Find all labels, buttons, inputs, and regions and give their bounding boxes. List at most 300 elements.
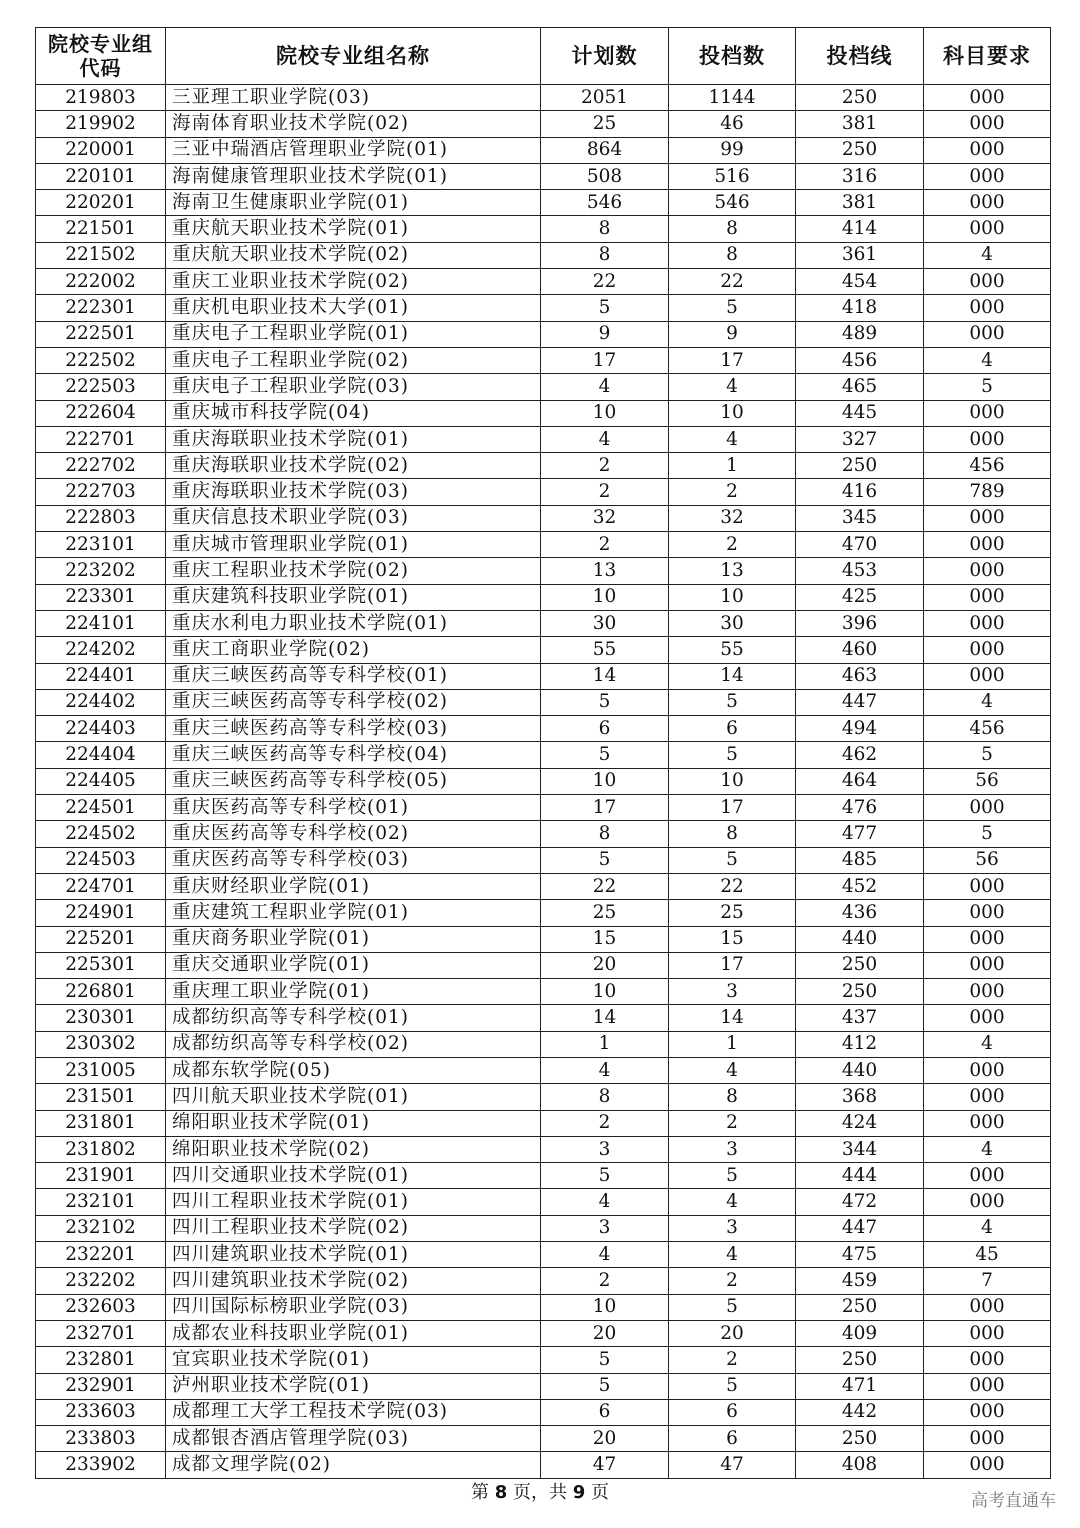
- table-row: [36, 137, 1051, 163]
- cell-admitted-count: 1: [669, 1031, 796, 1057]
- cell-plan-count: 10: [541, 979, 669, 1005]
- cell-group-code: 225301: [36, 952, 166, 978]
- cell-plan-count: 5: [541, 295, 669, 321]
- cell-group-code: 224101: [36, 610, 166, 636]
- table-row: [36, 847, 1051, 873]
- table-row: [36, 900, 1051, 926]
- table-row: [36, 374, 1051, 400]
- cell-plan-count: 2: [541, 479, 669, 505]
- cell-subject-requirement: 000: [924, 979, 1051, 1005]
- cell-group-name: 成都纺织高等专科学校(01): [166, 1005, 541, 1031]
- cell-group-name: 成都农业科技职业学院(01): [166, 1320, 541, 1346]
- cell-subject-requirement: 45: [924, 1242, 1051, 1268]
- cell-group-name: 重庆信息技术职业学院(03): [166, 505, 541, 531]
- cell-group-name: 重庆三峡医药高等专科学校(04): [166, 742, 541, 768]
- cell-group-name: 三亚中瑞酒店管理职业学院(01): [166, 137, 541, 163]
- table-row: [36, 479, 1051, 505]
- cell-cutoff-score: 316: [796, 163, 924, 189]
- cell-group-code: 225201: [36, 926, 166, 952]
- cell-cutoff-score: 459: [796, 1268, 924, 1294]
- table-row: [36, 295, 1051, 321]
- table-row: [36, 1084, 1051, 1110]
- header-group-name: 院校专业组名称: [166, 28, 541, 85]
- cell-subject-requirement: 000: [924, 1163, 1051, 1189]
- cell-plan-count: 20: [541, 1320, 669, 1346]
- cell-cutoff-score: 412: [796, 1031, 924, 1057]
- cell-subject-requirement: 000: [924, 952, 1051, 978]
- cell-admitted-count: 5: [669, 295, 796, 321]
- cell-subject-requirement: 000: [924, 1426, 1051, 1452]
- header-subject-requirement: 科目要求: [924, 28, 1051, 85]
- cell-group-code: 223301: [36, 584, 166, 610]
- cell-admitted-count: 4: [669, 1242, 796, 1268]
- cell-plan-count: 10: [541, 768, 669, 794]
- cell-subject-requirement: 000: [924, 900, 1051, 926]
- admission-table: [35, 27, 1051, 1479]
- header-group-code: 院校专业组代码: [36, 28, 166, 85]
- cell-cutoff-score: 472: [796, 1189, 924, 1215]
- cell-subject-requirement: 000: [924, 295, 1051, 321]
- cell-cutoff-score: 327: [796, 426, 924, 452]
- cell-group-name: 重庆三峡医药高等专科学校(03): [166, 716, 541, 742]
- cell-group-code: 232603: [36, 1294, 166, 1320]
- cell-admitted-count: 20: [669, 1320, 796, 1346]
- cell-group-name: 重庆电子工程职业学院(01): [166, 321, 541, 347]
- cell-group-code: 224901: [36, 900, 166, 926]
- cell-group-code: 224503: [36, 847, 166, 873]
- cell-plan-count: 17: [541, 347, 669, 373]
- cell-group-name: 重庆医药高等专科学校(02): [166, 821, 541, 847]
- cell-group-name: 重庆建筑科技职业学院(01): [166, 584, 541, 610]
- cell-admitted-count: 10: [669, 768, 796, 794]
- table-row: [36, 979, 1051, 1005]
- cell-admitted-count: 8: [669, 216, 796, 242]
- cell-plan-count: 8: [541, 242, 669, 268]
- cell-subject-requirement: 000: [924, 873, 1051, 899]
- cell-group-name: 重庆工商职业学院(02): [166, 637, 541, 663]
- cell-admitted-count: 6: [669, 716, 796, 742]
- cell-plan-count: 4: [541, 374, 669, 400]
- cell-subject-requirement: 000: [924, 926, 1051, 952]
- cell-group-code: 232901: [36, 1373, 166, 1399]
- cell-cutoff-score: 444: [796, 1163, 924, 1189]
- cell-plan-count: 5: [541, 847, 669, 873]
- cell-admitted-count: 2: [669, 1110, 796, 1136]
- cell-group-code: 222702: [36, 453, 166, 479]
- cell-group-name: 四川交通职业技术学院(01): [166, 1163, 541, 1189]
- cell-cutoff-score: 381: [796, 111, 924, 137]
- cell-cutoff-score: 465: [796, 374, 924, 400]
- cell-group-code: 232101: [36, 1189, 166, 1215]
- footer-middle: 页，共: [513, 1482, 567, 1503]
- cell-plan-count: 1: [541, 1031, 669, 1057]
- cell-group-code: 222501: [36, 321, 166, 347]
- cell-cutoff-score: 489: [796, 321, 924, 347]
- table-row: [36, 1399, 1051, 1425]
- cell-group-code: 222703: [36, 479, 166, 505]
- cell-cutoff-score: 485: [796, 847, 924, 873]
- table-row: [36, 952, 1051, 978]
- cell-subject-requirement: 456: [924, 716, 1051, 742]
- table-row: [36, 1373, 1051, 1399]
- cell-group-name: 成都银杏酒店管理学院(03): [166, 1426, 541, 1452]
- cell-plan-count: 22: [541, 873, 669, 899]
- cell-cutoff-score: 460: [796, 637, 924, 663]
- cell-group-name: 重庆三峡医药高等专科学校(05): [166, 768, 541, 794]
- cell-group-name: 重庆医药高等专科学校(03): [166, 847, 541, 873]
- cell-group-name: 重庆城市管理职业学院(01): [166, 532, 541, 558]
- table-row: [36, 795, 1051, 821]
- admission-table-sheet: [35, 27, 1050, 1479]
- cell-group-code: 222701: [36, 426, 166, 452]
- cell-group-code: 233902: [36, 1452, 166, 1478]
- cell-admitted-count: 516: [669, 163, 796, 189]
- table-row: [36, 85, 1051, 111]
- cell-cutoff-score: 250: [796, 1426, 924, 1452]
- cell-admitted-count: 1144: [669, 85, 796, 111]
- table-row: [36, 1452, 1051, 1478]
- cell-admitted-count: 5: [669, 1163, 796, 1189]
- cell-cutoff-score: 414: [796, 216, 924, 242]
- cell-cutoff-score: 447: [796, 689, 924, 715]
- table-row: [36, 163, 1051, 189]
- cell-group-code: 231501: [36, 1084, 166, 1110]
- cell-cutoff-score: 476: [796, 795, 924, 821]
- cell-group-code: 222604: [36, 400, 166, 426]
- cell-plan-count: 32: [541, 505, 669, 531]
- cell-group-name: 重庆水利电力职业技术学院(01): [166, 610, 541, 636]
- cell-group-name: 宜宾职业技术学院(01): [166, 1347, 541, 1373]
- cell-cutoff-score: 250: [796, 137, 924, 163]
- table-row: [36, 1294, 1051, 1320]
- cell-subject-requirement: 000: [924, 795, 1051, 821]
- cell-cutoff-score: 440: [796, 1057, 924, 1083]
- cell-admitted-count: 3: [669, 1215, 796, 1241]
- cell-group-code: 220001: [36, 137, 166, 163]
- cell-admitted-count: 5: [669, 1373, 796, 1399]
- table-row: [36, 321, 1051, 347]
- cell-admitted-count: 55: [669, 637, 796, 663]
- cell-admitted-count: 3: [669, 979, 796, 1005]
- cell-admitted-count: 4: [669, 374, 796, 400]
- cell-subject-requirement: 56: [924, 768, 1051, 794]
- table-row: [36, 926, 1051, 952]
- cell-subject-requirement: 000: [924, 610, 1051, 636]
- cell-group-name: 重庆电子工程职业学院(03): [166, 374, 541, 400]
- cell-group-code: 219902: [36, 111, 166, 137]
- cell-admitted-count: 4: [669, 1189, 796, 1215]
- cell-plan-count: 5: [541, 689, 669, 715]
- table-row: [36, 637, 1051, 663]
- table-row: [36, 1215, 1051, 1241]
- table-row: [36, 768, 1051, 794]
- cell-admitted-count: 8: [669, 242, 796, 268]
- table-row: [36, 216, 1051, 242]
- header-admitted-count: 投档数: [669, 28, 796, 85]
- cell-cutoff-score: 408: [796, 1452, 924, 1478]
- cell-subject-requirement: 000: [924, 321, 1051, 347]
- cell-admitted-count: 13: [669, 558, 796, 584]
- cell-cutoff-score: 250: [796, 1294, 924, 1320]
- cell-subject-requirement: 5: [924, 374, 1051, 400]
- cell-group-name: 重庆理工职业学院(01): [166, 979, 541, 1005]
- cell-subject-requirement: 000: [924, 558, 1051, 584]
- cell-cutoff-score: 442: [796, 1399, 924, 1425]
- cell-subject-requirement: 000: [924, 85, 1051, 111]
- cell-group-name: 重庆财经职业学院(01): [166, 873, 541, 899]
- cell-group-name: 四川航天职业技术学院(01): [166, 1084, 541, 1110]
- cell-group-code: 231005: [36, 1057, 166, 1083]
- table-row: [36, 190, 1051, 216]
- cell-group-name: 重庆海联职业技术学院(02): [166, 453, 541, 479]
- cell-plan-count: 22: [541, 269, 669, 295]
- cell-admitted-count: 3: [669, 1136, 796, 1162]
- header-cutoff-score: 投档线: [796, 28, 924, 85]
- cell-subject-requirement: 000: [924, 111, 1051, 137]
- cell-group-code: 224403: [36, 716, 166, 742]
- cell-cutoff-score: 494: [796, 716, 924, 742]
- cell-plan-count: 4: [541, 1189, 669, 1215]
- cell-admitted-count: 17: [669, 952, 796, 978]
- cell-group-name: 成都纺织高等专科学校(02): [166, 1031, 541, 1057]
- table-row: [36, 1163, 1051, 1189]
- cell-group-code: 232701: [36, 1320, 166, 1346]
- footer-page-total: 9: [572, 1482, 586, 1503]
- cell-plan-count: 2: [541, 532, 669, 558]
- cell-admitted-count: 8: [669, 821, 796, 847]
- cell-admitted-count: 6: [669, 1426, 796, 1452]
- table-row: [36, 873, 1051, 899]
- cell-admitted-count: 5: [669, 847, 796, 873]
- cell-cutoff-score: 361: [796, 242, 924, 268]
- cell-subject-requirement: 4: [924, 1136, 1051, 1162]
- cell-admitted-count: 10: [669, 584, 796, 610]
- table-row: [36, 242, 1051, 268]
- table-row: [36, 663, 1051, 689]
- cell-group-code: 230301: [36, 1005, 166, 1031]
- cell-subject-requirement: 4: [924, 689, 1051, 715]
- cell-plan-count: 10: [541, 584, 669, 610]
- table-row: [36, 1136, 1051, 1162]
- cell-group-name: 海南卫生健康职业学院(01): [166, 190, 541, 216]
- cell-admitted-count: 2: [669, 532, 796, 558]
- cell-group-name: 四川工程职业技术学院(02): [166, 1215, 541, 1241]
- table-row: [36, 742, 1051, 768]
- cell-subject-requirement: 000: [924, 1373, 1051, 1399]
- cell-group-name: 三亚理工职业学院(03): [166, 85, 541, 111]
- cell-plan-count: 4: [541, 426, 669, 452]
- cell-admitted-count: 9: [669, 321, 796, 347]
- cell-admitted-count: 10: [669, 400, 796, 426]
- cell-cutoff-score: 381: [796, 190, 924, 216]
- cell-group-code: 233603: [36, 1399, 166, 1425]
- cell-group-name: 海南体育职业技术学院(02): [166, 111, 541, 137]
- cell-subject-requirement: 4: [924, 347, 1051, 373]
- cell-group-name: 重庆航天职业技术学院(01): [166, 216, 541, 242]
- cell-group-name: 重庆电子工程职业学院(02): [166, 347, 541, 373]
- table-row: [36, 558, 1051, 584]
- cell-plan-count: 5: [541, 742, 669, 768]
- cell-subject-requirement: 56: [924, 847, 1051, 873]
- cell-cutoff-score: 396: [796, 610, 924, 636]
- cell-subject-requirement: 456: [924, 453, 1051, 479]
- cell-plan-count: 6: [541, 716, 669, 742]
- cell-cutoff-score: 416: [796, 479, 924, 505]
- header-plan-count: 计划数: [541, 28, 669, 85]
- cell-cutoff-score: 409: [796, 1320, 924, 1346]
- cell-admitted-count: 32: [669, 505, 796, 531]
- cell-plan-count: 30: [541, 610, 669, 636]
- cell-plan-count: 20: [541, 1426, 669, 1452]
- cell-group-code: 220201: [36, 190, 166, 216]
- cell-group-code: 224402: [36, 689, 166, 715]
- table-row: [36, 689, 1051, 715]
- cell-cutoff-score: 463: [796, 663, 924, 689]
- cell-cutoff-score: 250: [796, 979, 924, 1005]
- table-row: [36, 1189, 1051, 1215]
- cell-group-code: 231801: [36, 1110, 166, 1136]
- cell-admitted-count: 2: [669, 1347, 796, 1373]
- cell-cutoff-score: 447: [796, 1215, 924, 1241]
- cell-plan-count: 25: [541, 111, 669, 137]
- cell-cutoff-score: 368: [796, 1084, 924, 1110]
- cell-cutoff-score: 425: [796, 584, 924, 610]
- cell-group-code: 222803: [36, 505, 166, 531]
- cell-admitted-count: 6: [669, 1399, 796, 1425]
- cell-plan-count: 14: [541, 1005, 669, 1031]
- cell-plan-count: 546: [541, 190, 669, 216]
- cell-subject-requirement: 789: [924, 479, 1051, 505]
- cell-plan-count: 5: [541, 1347, 669, 1373]
- table-row: [36, 269, 1051, 295]
- cell-group-name: 海南健康管理职业技术学院(01): [166, 163, 541, 189]
- cell-subject-requirement: 000: [924, 1110, 1051, 1136]
- cell-plan-count: 25: [541, 900, 669, 926]
- cell-admitted-count: 546: [669, 190, 796, 216]
- table-row: [36, 610, 1051, 636]
- cell-subject-requirement: 000: [924, 1399, 1051, 1425]
- cell-group-code: 222502: [36, 347, 166, 373]
- table-header-row: [36, 28, 1051, 85]
- cell-group-code: 232201: [36, 1242, 166, 1268]
- cell-cutoff-score: 436: [796, 900, 924, 926]
- cell-cutoff-score: 445: [796, 400, 924, 426]
- cell-subject-requirement: 7: [924, 1268, 1051, 1294]
- cell-group-code: 224502: [36, 821, 166, 847]
- cell-admitted-count: 4: [669, 426, 796, 452]
- cell-group-name: 重庆医药高等专科学校(01): [166, 795, 541, 821]
- cell-admitted-count: 30: [669, 610, 796, 636]
- cell-group-name: 四川工程职业技术学院(01): [166, 1189, 541, 1215]
- cell-group-code: 233803: [36, 1426, 166, 1452]
- cell-cutoff-score: 464: [796, 768, 924, 794]
- footer-page-number: 8: [494, 1482, 508, 1503]
- cell-subject-requirement: 000: [924, 1452, 1051, 1478]
- cell-cutoff-score: 344: [796, 1136, 924, 1162]
- cell-group-code: 221501: [36, 216, 166, 242]
- cell-admitted-count: 4: [669, 1057, 796, 1083]
- cell-admitted-count: 17: [669, 347, 796, 373]
- cell-plan-count: 47: [541, 1452, 669, 1478]
- cell-cutoff-score: 250: [796, 952, 924, 978]
- cell-plan-count: 8: [541, 1084, 669, 1110]
- cell-group-code: 222301: [36, 295, 166, 321]
- table-row: [36, 111, 1051, 137]
- cell-cutoff-score: 418: [796, 295, 924, 321]
- cell-group-name: 成都理工大学工程技术学院(03): [166, 1399, 541, 1425]
- cell-group-name: 四川建筑职业技术学院(01): [166, 1242, 541, 1268]
- cell-group-code: 231901: [36, 1163, 166, 1189]
- cell-group-name: 重庆航天职业技术学院(02): [166, 242, 541, 268]
- cell-admitted-count: 46: [669, 111, 796, 137]
- cell-subject-requirement: 000: [924, 1294, 1051, 1320]
- cell-subject-requirement: 000: [924, 1189, 1051, 1215]
- cell-admitted-count: 99: [669, 137, 796, 163]
- page-footer: [0, 1478, 1080, 1504]
- cell-plan-count: 14: [541, 663, 669, 689]
- table-row: [36, 1268, 1051, 1294]
- cell-subject-requirement: 000: [924, 400, 1051, 426]
- cell-cutoff-score: 471: [796, 1373, 924, 1399]
- table-row: [36, 1426, 1051, 1452]
- cell-cutoff-score: 470: [796, 532, 924, 558]
- cell-group-code: 223202: [36, 558, 166, 584]
- watermark-text: 高考直通车: [971, 1491, 1056, 1511]
- table-row: [36, 1110, 1051, 1136]
- cell-subject-requirement: 000: [924, 1084, 1051, 1110]
- table-row: [36, 1005, 1051, 1031]
- cell-plan-count: 55: [541, 637, 669, 663]
- cell-cutoff-score: 452: [796, 873, 924, 899]
- table-row: [36, 1320, 1051, 1346]
- cell-admitted-count: 47: [669, 1452, 796, 1478]
- footer-suffix: 页: [591, 1482, 609, 1503]
- cell-plan-count: 5: [541, 1163, 669, 1189]
- cell-subject-requirement: 000: [924, 269, 1051, 295]
- cell-group-code: 222503: [36, 374, 166, 400]
- cell-cutoff-score: 456: [796, 347, 924, 373]
- cell-group-name: 四川建筑职业技术学院(02): [166, 1268, 541, 1294]
- cell-admitted-count: 15: [669, 926, 796, 952]
- cell-plan-count: 5: [541, 1373, 669, 1399]
- cell-group-name: 重庆机电职业技术大学(01): [166, 295, 541, 321]
- table-row: [36, 426, 1051, 452]
- cell-subject-requirement: 000: [924, 637, 1051, 663]
- cell-group-name: 重庆交通职业学院(01): [166, 952, 541, 978]
- cell-cutoff-score: 477: [796, 821, 924, 847]
- cell-plan-count: 3: [541, 1215, 669, 1241]
- cell-group-code: 226801: [36, 979, 166, 1005]
- table-row: [36, 532, 1051, 558]
- cell-group-code: 232202: [36, 1268, 166, 1294]
- cell-group-name: 重庆建筑工程职业学院(01): [166, 900, 541, 926]
- footer-prefix: 第: [471, 1482, 489, 1503]
- cell-admitted-count: 2: [669, 479, 796, 505]
- cell-subject-requirement: 000: [924, 663, 1051, 689]
- cell-group-name: 成都文理学院(02): [166, 1452, 541, 1478]
- cell-subject-requirement: 5: [924, 821, 1051, 847]
- cell-subject-requirement: 000: [924, 532, 1051, 558]
- cell-subject-requirement: 000: [924, 137, 1051, 163]
- table-row: [36, 821, 1051, 847]
- cell-group-code: 224202: [36, 637, 166, 663]
- cell-plan-count: 8: [541, 216, 669, 242]
- cell-subject-requirement: 000: [924, 1005, 1051, 1031]
- cell-group-code: 231802: [36, 1136, 166, 1162]
- cell-group-code: 224501: [36, 795, 166, 821]
- cell-plan-count: 13: [541, 558, 669, 584]
- cell-plan-count: 10: [541, 1294, 669, 1320]
